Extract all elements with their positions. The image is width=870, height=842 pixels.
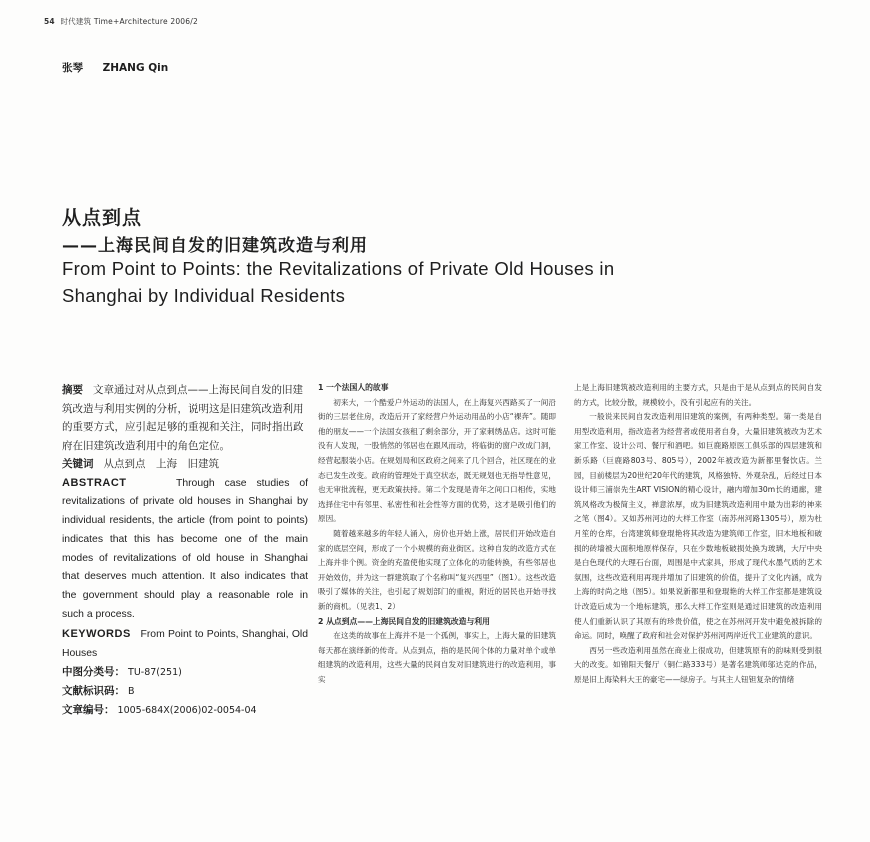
title-zh-main: 从点到点 bbox=[62, 207, 143, 229]
author-name-zh: 张琴 bbox=[62, 62, 83, 74]
abstract-zh-text: 文章通过对从点到点——上海民间自发的旧建筑改造与利用实例的分析，说明这是旧建筑改造利用的重要方式，应引起足够的重视和关注，同时指出政府在旧建筑改造利用中的角色定位。 bbox=[62, 384, 304, 452]
doc-code-value: B bbox=[128, 686, 135, 698]
keywords-en-text: From Point to Points, Shanghai, Old Houses bbox=[62, 628, 308, 659]
page-number: 54 bbox=[44, 17, 55, 26]
right-paragraph-1: 上是上海旧建筑被改造利用的主要方式，只是由于是从点到点的民间自发的方式，比较分散，规模较小，没有引起应有的关注。 bbox=[574, 383, 822, 407]
class-number-value: TU-87(251) bbox=[128, 667, 182, 679]
abstract-en-text: Through case studies of revitalizations of private old houses in Shanghai by individual residents, the article (from point to points) indicates that this has become one of the main modes of revitalizations of old house in Shanghai that deserves much attention. It also indicates that the government should play a reasonable role in such a process. bbox=[62, 477, 308, 621]
title-zh-sub: ——上海民间自发的旧建筑改造与利用 bbox=[62, 236, 368, 256]
right-paragraph-2: 一般说来民间自发改造利用旧建筑的案例，有两种类型。第一类是自用型改造利用，指改造者为经营者或使用者自身，大量旧建筑被改为艺术家工作室、设计公司、餐厅和酒吧。如巨鹿路原医工俱乐部的四层建筑和新乐路（巨鹿路803号、805号），2002年被改造为新都里餐饮店。兰园，目前楼层为20世纪20年代的建筑，风格独特、外观杂乱，后经过日本设计师三浦崇先生ART VISION的精心设计，融内增加30m长的通廊，建筑风格改为极简主义，禅意浓厚，成为旧建筑改造利用中最为出彩的神来之笔（图4）。又如苏州河边的大样工作室（南苏州河路1305号），原为杜月笙的仓库，台湾建筑师登琨艳将其改造为建筑师工作室，旧木地板和破损的砖墙被大面积地原样保存，只在少数地板破损处换为玻璃，大厅中央是白色现代的大理石台面，周围是中式家具，形成了现代水墨气质的艺术氛围，这些改造利用再现并增加了旧建筑的价值，提升了文化内涵，成为上海的时尚之地（图5）。如果说新都里和登琨艳的大样工作室都是建筑设计改造后成为一个地标建筑，那么大样工作室则是通过旧建筑的改造利用使人们重新认识了其原有的珍贵价值，使之在苏州河开发中避免被拆除的命运。同时，唤醒了政府和社会对保护苏州河两岸近代工业建筑的意识。 bbox=[574, 412, 822, 641]
body-column-middle bbox=[318, 381, 556, 687]
article-number-label: 文章编号： bbox=[62, 704, 115, 717]
keywords-zh-text: 从点到点 上海 旧建筑 bbox=[103, 458, 220, 470]
author-line bbox=[62, 60, 184, 75]
abstract-en-label: ABSTRACT bbox=[62, 476, 127, 489]
keywords-en-label: KEYWORDS bbox=[62, 627, 131, 640]
doc-code-label: 文献标识码： bbox=[62, 685, 125, 698]
section-1-paragraph-2: 随着越来越多的年轻人涌入，房价也开始上涨，居民们开始改造自家的底层空间，形成了一个小规模的商业街区。这种自发的改造方式在上海并非个例。资金的充盈使他实现了立体化的功能转换，有些邻居也开始效仿，并为这一群建筑取了个名称叫“复兴西里”（图1）。这些改造吸引了媒体的关注，也引起了规划部门的重视，附近的居民也开始寻找新的商机。（见表1、2） bbox=[318, 528, 556, 611]
doc-code bbox=[62, 682, 308, 701]
keywords-en bbox=[62, 625, 308, 664]
class-number bbox=[62, 663, 308, 682]
right-paragraph-3: 西另一些改造利用虽然在商业上很成功，但建筑原有的韵味则受到很大的改变。如锦阳天餐厅（铜仁路333号）是著名建筑师邬达克的作品，原是旧上海染料大王的豪宅——绿房子。与其主人钮钽复杂的情绪 bbox=[574, 645, 822, 684]
section-1-paragraph-1: 初来大，一个酷爱户外运动的法国人，在上海复兴西路买了一间沿街的三层老住房，改造后开了家经营户外运动用品的小店“裸奔”。随即他的朋友——一个法国女孩租了剩余部分，开了家刺绣品店。这时可能没有人发现，一股悄然的邻居也在跟风而动，将临街的窗户改成门洞，经营起服装小店。在规划局和区政府之间来了几个回合，社区现在的业态已发生改变。政府的管理处于真空状态，既无规划也无指导性意见，也无审批流程，更无政策扶持。第二个发现是青年之间口口相传，实地选择住宅中有邻里、私密性和社会性等方面的优势，这才是吸引他们的原因。 bbox=[318, 397, 556, 524]
abstract-zh-label: 摘要 bbox=[62, 384, 83, 396]
section-2-heading: 2 从点到点——上海民间自发的旧建筑改造与利用 bbox=[318, 616, 490, 626]
article-number bbox=[62, 701, 308, 720]
article-number-value: 1005-684X(2006)02-0054-04 bbox=[117, 705, 257, 717]
abstract-zh bbox=[62, 381, 308, 455]
section-2-paragraph-1: 在这类的故事在上海并不是一个孤例，事实上，上海大量的旧建筑每天都在演绎新的传奇。从点到点，指的是民间个体的力量对单个或单组建筑的改造利用，这些大量的民间自发对旧建筑进行的改造利用，事实 bbox=[318, 631, 556, 684]
abstract-en bbox=[62, 474, 308, 625]
running-head bbox=[44, 16, 198, 27]
body-column-right bbox=[574, 381, 822, 687]
keywords-zh-label: 关键词 bbox=[62, 458, 94, 470]
abstract-column bbox=[62, 381, 308, 720]
class-number-label: 中图分类号： bbox=[62, 666, 125, 679]
author-name-en: ZHANG Qin bbox=[102, 62, 169, 74]
section-1-heading: 1 一个法国人的故事 bbox=[318, 383, 389, 392]
title-en: From Point to Points: the Revitalizations of Private Old Houses in Shanghai by Individual Residents bbox=[62, 258, 615, 306]
journal-name: 时代建筑 Time+Architecture 2006/2 bbox=[60, 17, 198, 26]
keywords-zh bbox=[62, 455, 308, 474]
